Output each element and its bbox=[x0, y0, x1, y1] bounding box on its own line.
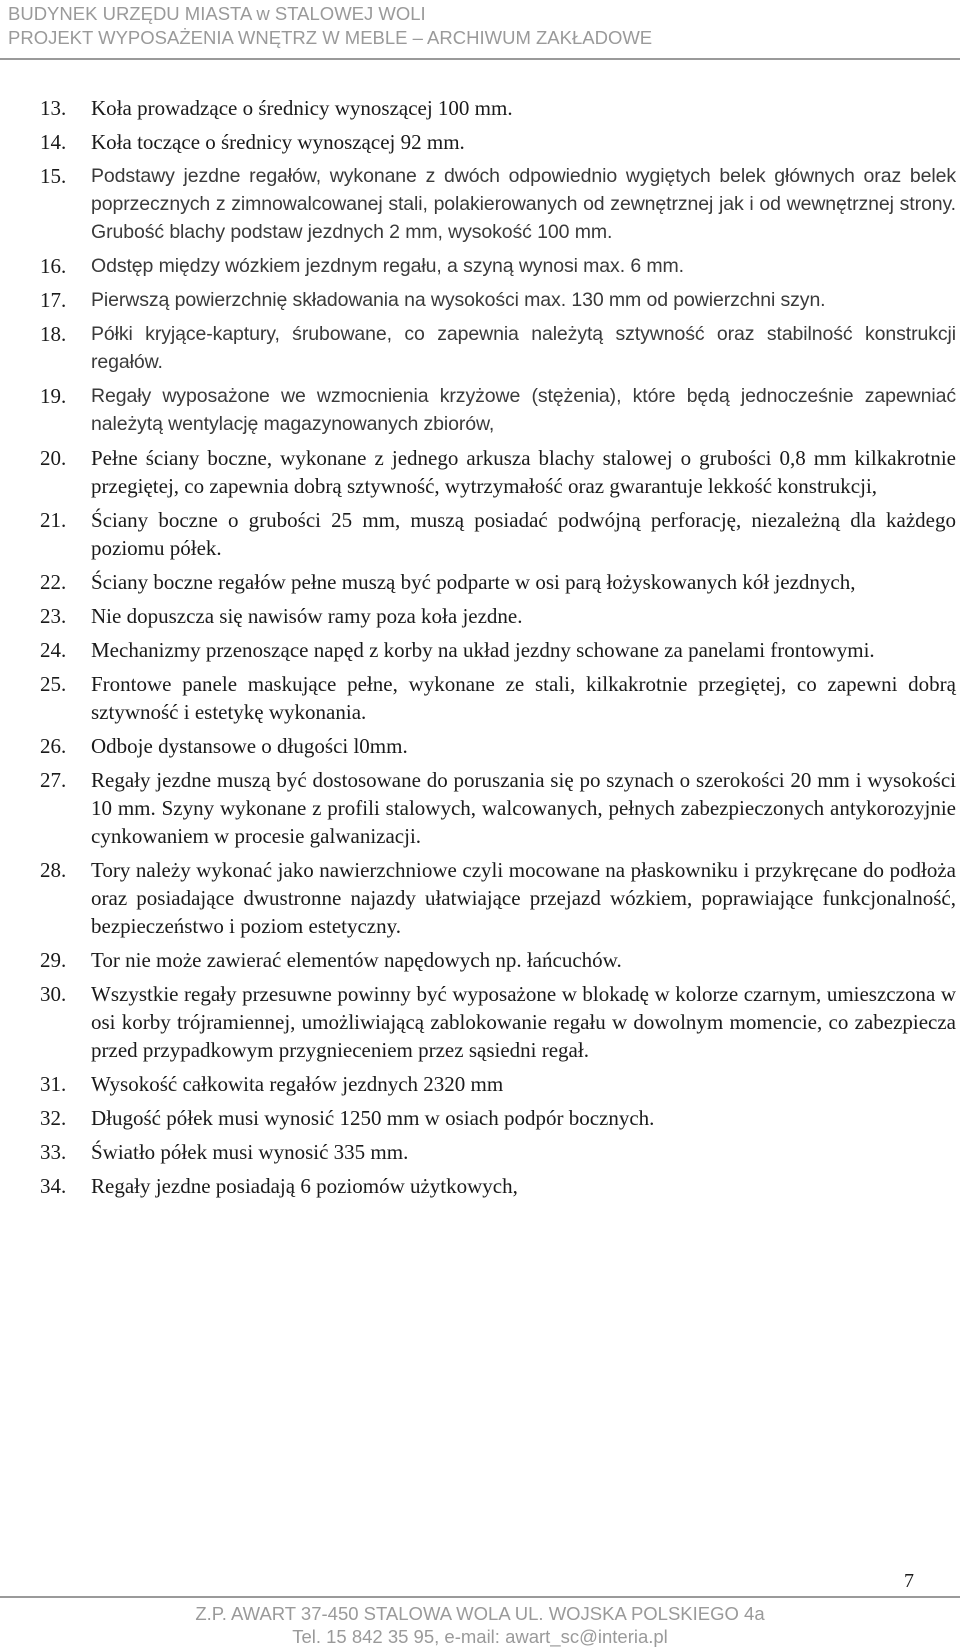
item-text: Mechanizmy przenoszące napęd z korby na układ jezdny schowane za panelami frontowymi. bbox=[91, 638, 875, 662]
list-item-29 bbox=[40, 946, 956, 974]
item-number: 30. bbox=[40, 982, 67, 1006]
list-item-25 bbox=[40, 670, 956, 726]
item-number: 20. bbox=[40, 446, 67, 470]
item-number: 31. bbox=[40, 1072, 67, 1096]
item-number: 21. bbox=[40, 508, 67, 532]
list-item-16 bbox=[40, 252, 956, 280]
item-number: 14. bbox=[40, 130, 67, 154]
item-number: 32. bbox=[40, 1106, 67, 1130]
header-line-1: BUDYNEK URZĘDU MIASTA w STALOWEJ WOLI bbox=[8, 3, 426, 24]
list-item-30 bbox=[40, 980, 956, 1064]
item-number: 13. bbox=[40, 96, 67, 120]
list-item-34 bbox=[40, 1172, 956, 1200]
item-text: Ściany boczne regałów pełne muszą być podparte w osi parą łożyskowanych kół jezdnych, bbox=[91, 570, 856, 594]
list-item-14 bbox=[40, 128, 956, 156]
specification-list bbox=[40, 94, 956, 1206]
list-item-22 bbox=[40, 568, 956, 596]
item-text: Koła toczące o średnicy wynoszącej 92 mm. bbox=[91, 130, 465, 154]
item-number: 16. bbox=[40, 254, 67, 278]
page-number: 7 bbox=[904, 1570, 914, 1592]
header-divider bbox=[0, 58, 960, 60]
item-text: Wysokość całkowita regałów jezdnych 2320 mm bbox=[91, 1072, 504, 1096]
list-item-19 bbox=[40, 382, 956, 438]
list-item-31 bbox=[40, 1070, 956, 1098]
item-text: Odboje dystansowe o długości l0mm. bbox=[91, 734, 408, 758]
item-text: Długość półek musi wynosić 1250 mm w osiach podpór bocznych. bbox=[91, 1106, 655, 1130]
list-item-24 bbox=[40, 636, 956, 664]
list-item-18 bbox=[40, 320, 956, 376]
item-number: 26. bbox=[40, 734, 67, 758]
list-item-15 bbox=[40, 162, 956, 246]
item-text: Światło półek musi wynosić 335 mm. bbox=[91, 1140, 409, 1164]
list-item-23 bbox=[40, 602, 956, 630]
page-header bbox=[8, 2, 652, 50]
item-text: Regały jezdne muszą być dostosowane do poruszania się po szynach o szerokości 20 mm i wysokości 10 mm. Szyny wykonane z profili stalowych, walcowanych, pełnych zabezpieczonych antykorozyjnie cynkowaniem w procesie galwanizacji. bbox=[91, 768, 956, 848]
list-item-13 bbox=[40, 94, 956, 122]
footer-divider bbox=[0, 1596, 960, 1598]
list-item-28 bbox=[40, 856, 956, 940]
item-text: Regały wyposażone we wzmocnienia krzyżowe (stężenia), które będą jednocześnie zapewniać należytą wentylację magazynowanych zbiorów, bbox=[91, 385, 956, 435]
item-number: 19. bbox=[40, 384, 67, 408]
list-item-32 bbox=[40, 1104, 956, 1132]
item-text: Nie dopuszcza się nawisów ramy poza koła jezdne. bbox=[91, 604, 523, 628]
page-footer bbox=[0, 1602, 960, 1648]
item-text: Regały jezdne posiadają 6 poziomów użytkowych, bbox=[91, 1174, 518, 1198]
item-text: Koła prowadzące o średnicy wynoszącej 100 mm. bbox=[91, 96, 513, 120]
item-number: 15. bbox=[40, 164, 67, 188]
item-number: 27. bbox=[40, 768, 67, 792]
item-text: Pełne ściany boczne, wykonane z jednego arkusza blachy stalowej o grubości 0,8 mm kilkakrotnie przegiętej, co zapewnia dobrą sztywność, wytrzymałość oraz gwarantuje lekkość konstrukcji, bbox=[91, 446, 956, 498]
item-number: 17. bbox=[40, 288, 67, 312]
item-number: 28. bbox=[40, 858, 67, 882]
footer-address: Z.P. AWART 37-450 STALOWA WOLA UL. WOJSKA POLSKIEGO 4a bbox=[195, 1603, 765, 1624]
item-text: Podstawy jezdne regałów, wykonane z dwóch odpowiednio wygiętych belek głównych oraz belek poprzecznych z zimnowalcowanej stali, polakierowanych od zewnętrznej jak i od wewnętrznej strony. Grubość blachy podstaw jezdnych 2 mm, wysokość 100 mm. bbox=[91, 165, 956, 243]
item-text: Wszystkie regały przesuwne powinny być wyposażone w blokadę w kolorze czarnym, umieszczona w osi korby trójramiennej, umożliwiającą zablokowanie regału w dowolnym momencie, co zabezpiecza przed przypadkowym przygnieceniem przez sąsiedni regał. bbox=[91, 982, 956, 1062]
item-number: 25. bbox=[40, 672, 67, 696]
item-number: 33. bbox=[40, 1140, 67, 1164]
item-text: Odstęp między wózkiem jezdnym regału, a szyną wynosi max. 6 mm. bbox=[91, 255, 684, 277]
item-text: Tor nie może zawierać elementów napędowych np. łańcuchów. bbox=[91, 948, 622, 972]
list-item-20 bbox=[40, 444, 956, 500]
item-number: 22. bbox=[40, 570, 67, 594]
list-item-17 bbox=[40, 286, 956, 314]
item-text: Ściany boczne o grubości 25 mm, muszą posiadać podwójną perforację, niezależną dla każdego poziomu półek. bbox=[91, 508, 956, 560]
list-item-33 bbox=[40, 1138, 956, 1166]
item-number: 34. bbox=[40, 1174, 67, 1198]
item-number: 23. bbox=[40, 604, 67, 628]
item-text: Półki kryjące-kaptury, śrubowane, co zapewnia należytą sztywność oraz stabilność konstrukcji regałów. bbox=[91, 323, 956, 373]
item-text: Frontowe panele maskujące pełne, wykonane ze stali, kilkakrotnie przegiętej, co zapewni dobrą sztywność i estetykę wykonania. bbox=[91, 672, 956, 724]
list-item-21 bbox=[40, 506, 956, 562]
item-text: Tory należy wykonać jako nawierzchniowe czyli mocowane na płaskowniku i przykręcane do podłoża oraz posiadające dwustronne najazdy ułatwiające przejazd wózkiem, poprawiające funkcjonalność, bezpieczeństwo i poziom estetyczny. bbox=[91, 858, 956, 938]
item-text: Pierwszą powierzchnię składowania na wysokości max. 130 mm od powierzchni szyn. bbox=[91, 289, 826, 311]
item-number: 18. bbox=[40, 322, 67, 346]
list-item-27 bbox=[40, 766, 956, 850]
header-line-2: PROJEKT WYPOSAŻENIA WNĘTRZ W MEBLE – ARCHIWUM ZAKŁADOWE bbox=[8, 27, 653, 48]
footer-contact: Tel. 15 842 35 95, e-mail: awart_sc@interia.pl bbox=[292, 1626, 668, 1647]
list-item-26 bbox=[40, 732, 956, 760]
item-number: 24. bbox=[40, 638, 67, 662]
item-number: 29. bbox=[40, 948, 67, 972]
